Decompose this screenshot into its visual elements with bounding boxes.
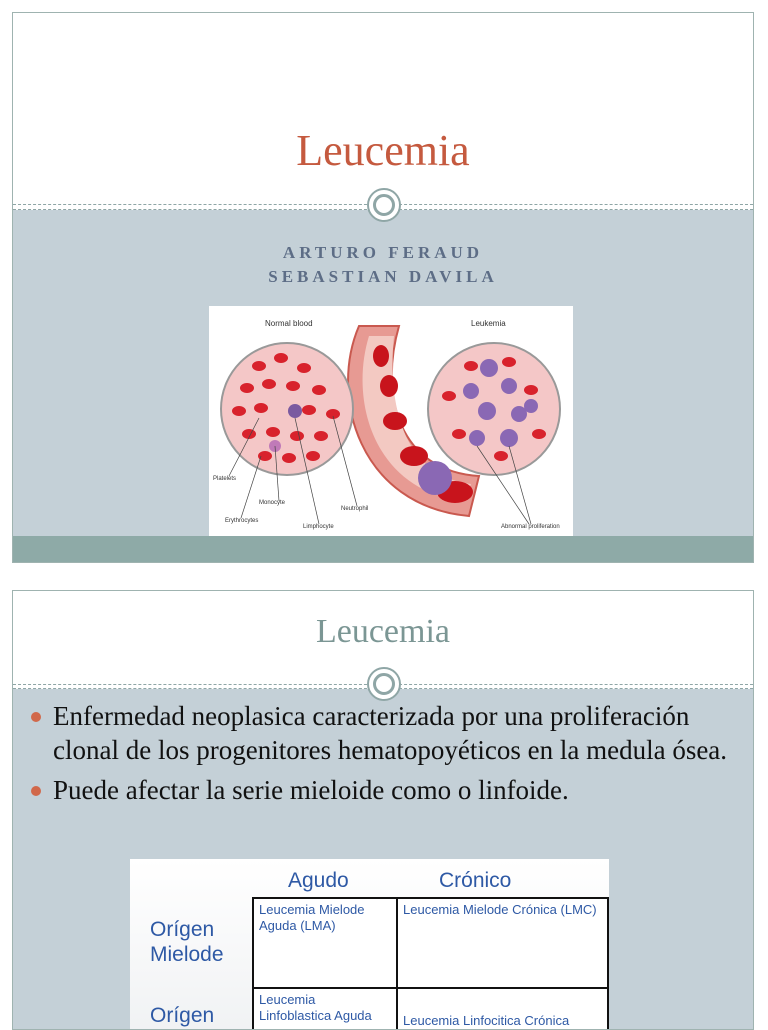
leukemia-label: Leukemia	[471, 319, 506, 328]
bullet-text: Puede afectar la serie mieloide como o linfoide.	[53, 775, 569, 805]
slide-title: Leucemia	[296, 126, 470, 175]
callout-label: Erythrocytes	[225, 518, 259, 524]
bullet-item	[29, 773, 729, 807]
content-slide	[12, 590, 754, 1030]
author-name: SEBASTIAN DAVILA	[268, 267, 498, 286]
row-label: Orígen	[150, 1004, 215, 1027]
normal-blood-label: Normal blood	[265, 319, 313, 328]
authors	[13, 241, 753, 289]
bullet-item	[29, 699, 729, 767]
column-header: Crónico	[439, 869, 512, 892]
divider-ring-icon	[367, 667, 401, 701]
table-cell: Leucemia Linfocitica Crónica	[396, 987, 609, 1030]
title-slide	[12, 12, 754, 563]
callout-label: Platelets	[213, 476, 237, 482]
table-cell: Leucemia Mielode Aguda (LMA)	[252, 897, 398, 989]
callout-label: Neutrophil	[341, 506, 369, 512]
column-header: Agudo	[288, 869, 349, 892]
callout-label: Monocyte	[259, 500, 286, 506]
bullet-list	[29, 699, 729, 813]
slide-title: Leucemia	[315, 613, 451, 650]
divider-ring-icon	[367, 188, 401, 222]
callout-label: Limphocyte	[303, 524, 334, 530]
table-cell: Leucemia Mielode Crónica (LMC)	[396, 897, 609, 989]
leukemia-classification-table	[130, 859, 609, 1030]
row-label: Orígen Mielode	[150, 918, 224, 966]
bullet-icon	[31, 786, 41, 796]
bullet-icon	[31, 712, 41, 722]
callout-label: Abnormal proliferation	[501, 524, 560, 530]
author-name: ARTURO FERAUD	[282, 243, 484, 262]
footer-bar	[13, 536, 753, 562]
table-cell: Leucemia Linfoblastica Aguda	[252, 987, 398, 1030]
bullet-text: Enfermedad neoplasica caracterizada por una proliferación clonal de los progenitores hematopoyéticos en la medula ósea.	[53, 701, 728, 765]
blood-illustration	[209, 306, 573, 542]
